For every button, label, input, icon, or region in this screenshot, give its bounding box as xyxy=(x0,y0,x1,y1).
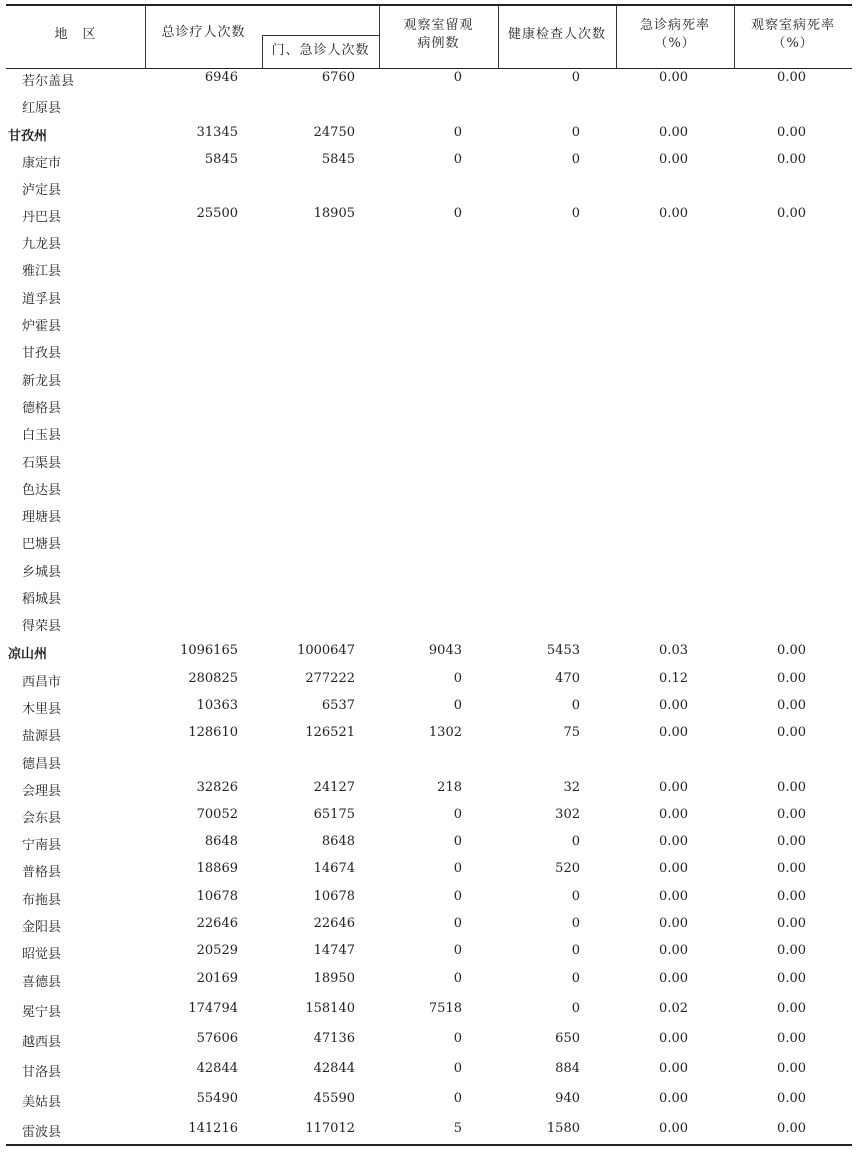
outpatient-cell: 14674 xyxy=(313,861,355,876)
outpatient-cell: 5845 xyxy=(321,152,355,167)
health-check-cell: 520 xyxy=(555,861,580,876)
outpatient-cell: 117012 xyxy=(305,1121,355,1136)
statistics-table xyxy=(6,4,852,1140)
total-visits-cell: 32826 xyxy=(196,780,238,795)
header-observation-line1: 观察室留观 xyxy=(403,18,474,33)
total-visits-cell: 10363 xyxy=(196,698,238,713)
header-observation-cases xyxy=(379,17,498,53)
observation-cell: 0 xyxy=(453,1091,462,1106)
health-check-cell: 5453 xyxy=(546,643,580,658)
region-cell: 盐源县 xyxy=(22,729,62,744)
obs-rate-cell: 0.00 xyxy=(777,780,806,795)
health-check-cell: 1580 xyxy=(546,1121,580,1136)
region-cell: 喜德县 xyxy=(22,975,62,990)
outpatient-cell: 24127 xyxy=(313,780,355,795)
obs-rate-cell: 0.00 xyxy=(777,1061,806,1076)
obs-rate-cell: 0.00 xyxy=(777,1001,806,1016)
observation-cell: 0 xyxy=(453,807,462,822)
total-visits-cell: 25500 xyxy=(196,206,238,221)
er-rate-cell: 0.00 xyxy=(659,152,688,167)
region-cell: 色达县 xyxy=(22,483,62,498)
region-cell: 巴塘县 xyxy=(22,537,62,552)
observation-cell: 0 xyxy=(453,1061,462,1076)
er-rate-cell: 0.00 xyxy=(659,725,688,740)
total-visits-cell: 20529 xyxy=(196,943,238,958)
outpatient-cell: 6760 xyxy=(321,70,355,85)
obs-rate-cell: 0.00 xyxy=(777,1091,806,1106)
region-cell: 会东县 xyxy=(22,811,62,826)
outpatient-cell: 45590 xyxy=(313,1091,355,1106)
observation-cell: 0 xyxy=(453,1031,462,1046)
header-observation-line2: 病例数 xyxy=(417,36,460,51)
observation-cell: 0 xyxy=(453,971,462,986)
observation-cell: 0 xyxy=(453,834,462,849)
obs-rate-cell: 0.00 xyxy=(777,971,806,986)
observation-cell: 9043 xyxy=(428,643,462,658)
outpatient-cell: 24750 xyxy=(313,125,355,140)
region-cell: 白玉县 xyxy=(22,428,62,443)
obs-rate-cell: 0.00 xyxy=(777,152,806,167)
health-check-cell: 302 xyxy=(555,807,580,822)
er-rate-cell: 0.00 xyxy=(659,807,688,822)
observation-cell: 5 xyxy=(453,1121,462,1136)
obs-rate-cell: 0.00 xyxy=(777,125,806,140)
observation-cell: 0 xyxy=(453,698,462,713)
total-visits-cell: 42844 xyxy=(196,1061,238,1076)
er-rate-cell: 0.00 xyxy=(659,125,688,140)
region-cell: 雷波县 xyxy=(22,1125,62,1140)
obs-rate-cell: 0.00 xyxy=(777,916,806,931)
health-check-cell: 0 xyxy=(571,152,580,167)
er-rate-cell: 0.00 xyxy=(659,1031,688,1046)
header-total-visits: 总诊疗人次数 xyxy=(161,25,246,40)
health-check-cell: 0 xyxy=(571,943,580,958)
total-visits-cell: 57606 xyxy=(196,1031,238,1046)
total-visits-cell: 8648 xyxy=(204,834,238,849)
obs-rate-cell: 0.00 xyxy=(777,807,806,822)
er-rate-cell: 0.12 xyxy=(659,671,688,686)
er-rate-cell: 0.00 xyxy=(659,1091,688,1106)
region-cell: 昭觉县 xyxy=(22,947,62,962)
region-cell: 康定市 xyxy=(22,156,62,171)
total-visits-cell: 1096165 xyxy=(180,643,238,658)
health-check-cell: 650 xyxy=(555,1031,580,1046)
er-rate-cell: 0.00 xyxy=(659,70,688,85)
outpatient-cell: 1000647 xyxy=(297,643,355,658)
total-visits-cell: 70052 xyxy=(196,807,238,822)
observation-cell: 0 xyxy=(453,943,462,958)
region-cell: 甘孜县 xyxy=(22,346,62,361)
table-bottom-rule xyxy=(6,1144,852,1146)
header-observation-death-rate xyxy=(734,17,852,53)
obs-rate-cell: 0.00 xyxy=(777,671,806,686)
region-cell: 石渠县 xyxy=(22,456,62,471)
region-cell: 美姑县 xyxy=(22,1095,62,1110)
header-sub-divider xyxy=(262,35,379,36)
health-check-cell: 0 xyxy=(571,698,580,713)
obs-rate-cell: 0.00 xyxy=(777,943,806,958)
obs-rate-cell: 0.00 xyxy=(777,725,806,740)
observation-cell: 0 xyxy=(453,125,462,140)
outpatient-cell: 14747 xyxy=(313,943,355,958)
region-cell: 凉山州 xyxy=(8,647,48,662)
region-cell: 德格县 xyxy=(22,401,62,416)
health-check-cell: 940 xyxy=(555,1091,580,1106)
region-cell: 得荣县 xyxy=(22,619,62,634)
outpatient-cell: 8648 xyxy=(321,834,355,849)
er-rate-cell: 0.00 xyxy=(659,834,688,849)
obs-rate-cell: 0.00 xyxy=(777,1121,806,1136)
region-cell: 木里县 xyxy=(22,702,62,717)
observation-cell: 0 xyxy=(453,70,462,85)
region-cell: 普格县 xyxy=(22,865,62,880)
region-cell: 道孚县 xyxy=(22,292,62,307)
health-check-cell: 884 xyxy=(555,1061,580,1076)
region-cell: 新龙县 xyxy=(22,374,62,389)
obs-rate-cell: 0.00 xyxy=(777,861,806,876)
outpatient-cell: 65175 xyxy=(313,807,355,822)
er-rate-cell: 0.00 xyxy=(659,206,688,221)
health-check-cell: 0 xyxy=(571,206,580,221)
observation-cell: 7518 xyxy=(428,1001,462,1016)
outpatient-cell: 42844 xyxy=(313,1061,355,1076)
er-rate-cell: 0.02 xyxy=(659,1001,688,1016)
er-rate-cell: 0.00 xyxy=(659,698,688,713)
observation-cell: 0 xyxy=(453,152,462,167)
er-rate-cell: 0.03 xyxy=(659,643,688,658)
total-visits-cell: 18869 xyxy=(196,861,238,876)
region-cell: 泸定县 xyxy=(22,183,62,198)
header-er-rate-line1: 急诊病死率 xyxy=(639,18,710,33)
er-rate-cell: 0.00 xyxy=(659,889,688,904)
region-cell: 布拖县 xyxy=(22,893,62,908)
region-cell: 西昌市 xyxy=(22,675,62,690)
region-cell: 甘孜州 xyxy=(8,129,48,144)
outpatient-cell: 18905 xyxy=(313,206,355,221)
er-rate-cell: 0.00 xyxy=(659,1061,688,1076)
health-check-cell: 0 xyxy=(571,889,580,904)
region-cell: 九龙县 xyxy=(22,237,62,252)
observation-cell: 0 xyxy=(453,671,462,686)
table-header xyxy=(6,4,852,69)
outpatient-cell: 126521 xyxy=(305,725,355,740)
region-cell: 会理县 xyxy=(22,784,62,799)
outpatient-cell: 22646 xyxy=(313,916,355,931)
health-check-cell: 0 xyxy=(571,1001,580,1016)
health-check-cell: 75 xyxy=(563,725,580,740)
er-rate-cell: 0.00 xyxy=(659,861,688,876)
header-obs-rate-line1: 观察室病死率 xyxy=(750,18,835,33)
outpatient-cell: 47136 xyxy=(313,1031,355,1046)
total-visits-cell: 174794 xyxy=(188,1001,238,1016)
total-visits-cell: 128610 xyxy=(188,725,238,740)
health-check-cell: 0 xyxy=(571,834,580,849)
obs-rate-cell: 0.00 xyxy=(777,206,806,221)
region-cell: 乡城县 xyxy=(22,565,62,580)
region-cell: 稻城县 xyxy=(22,592,62,607)
total-visits-cell: 55490 xyxy=(196,1091,238,1106)
observation-cell: 0 xyxy=(453,861,462,876)
outpatient-cell: 158140 xyxy=(305,1001,355,1016)
observation-cell: 218 xyxy=(437,780,462,795)
observation-cell: 0 xyxy=(453,916,462,931)
outpatient-cell: 10678 xyxy=(313,889,355,904)
total-visits-cell: 280825 xyxy=(188,671,238,686)
region-cell: 金阳县 xyxy=(22,920,62,935)
region-cell: 炉霍县 xyxy=(22,319,62,334)
region-cell: 宁南县 xyxy=(22,838,62,853)
obs-rate-cell: 0.00 xyxy=(777,698,806,713)
health-check-cell: 0 xyxy=(571,125,580,140)
er-rate-cell: 0.00 xyxy=(659,780,688,795)
health-check-cell: 0 xyxy=(571,70,580,85)
health-check-cell: 470 xyxy=(555,671,580,686)
health-check-cell: 0 xyxy=(571,916,580,931)
er-rate-cell: 0.00 xyxy=(659,916,688,931)
er-rate-cell: 0.00 xyxy=(659,943,688,958)
observation-cell: 0 xyxy=(453,206,462,221)
observation-cell: 1302 xyxy=(428,725,462,740)
total-visits-cell: 6946 xyxy=(204,70,238,85)
obs-rate-cell: 0.00 xyxy=(777,834,806,849)
header-outpatient-emergency: 门、急诊人次数 xyxy=(271,43,370,58)
er-rate-cell: 0.00 xyxy=(659,1121,688,1136)
health-check-cell: 32 xyxy=(563,780,580,795)
region-cell: 理塘县 xyxy=(22,510,62,525)
header-region: 地 区 xyxy=(54,27,97,42)
region-cell: 雅江县 xyxy=(22,264,62,279)
region-cell: 德昌县 xyxy=(22,757,62,772)
obs-rate-cell: 0.00 xyxy=(777,889,806,904)
obs-rate-cell: 0.00 xyxy=(777,1031,806,1046)
outpatient-cell: 277222 xyxy=(305,671,355,686)
header-obs-rate-line2: （%） xyxy=(772,36,814,51)
er-rate-cell: 0.00 xyxy=(659,971,688,986)
obs-rate-cell: 0.00 xyxy=(777,70,806,85)
total-visits-cell: 10678 xyxy=(196,889,238,904)
region-cell: 甘洛县 xyxy=(22,1065,62,1080)
region-cell: 红原县 xyxy=(22,101,62,116)
health-check-cell: 0 xyxy=(571,971,580,986)
header-health-checks: 健康检查人次数 xyxy=(507,27,606,42)
header-er-rate-line2: （%） xyxy=(654,36,696,51)
region-cell: 冕宁县 xyxy=(22,1005,62,1020)
total-visits-cell: 22646 xyxy=(196,916,238,931)
outpatient-cell: 18950 xyxy=(313,971,355,986)
total-visits-cell: 5845 xyxy=(204,152,238,167)
observation-cell: 0 xyxy=(453,889,462,904)
total-visits-cell: 20169 xyxy=(196,971,238,986)
obs-rate-cell: 0.00 xyxy=(777,643,806,658)
total-visits-cell: 31345 xyxy=(196,125,238,140)
outpatient-cell: 6537 xyxy=(321,698,355,713)
region-cell: 丹巴县 xyxy=(22,210,62,225)
region-cell: 若尔盖县 xyxy=(22,74,75,89)
header-emergency-death-rate xyxy=(616,17,734,53)
region-cell: 越西县 xyxy=(22,1035,62,1050)
total-visits-cell: 141216 xyxy=(188,1121,238,1136)
